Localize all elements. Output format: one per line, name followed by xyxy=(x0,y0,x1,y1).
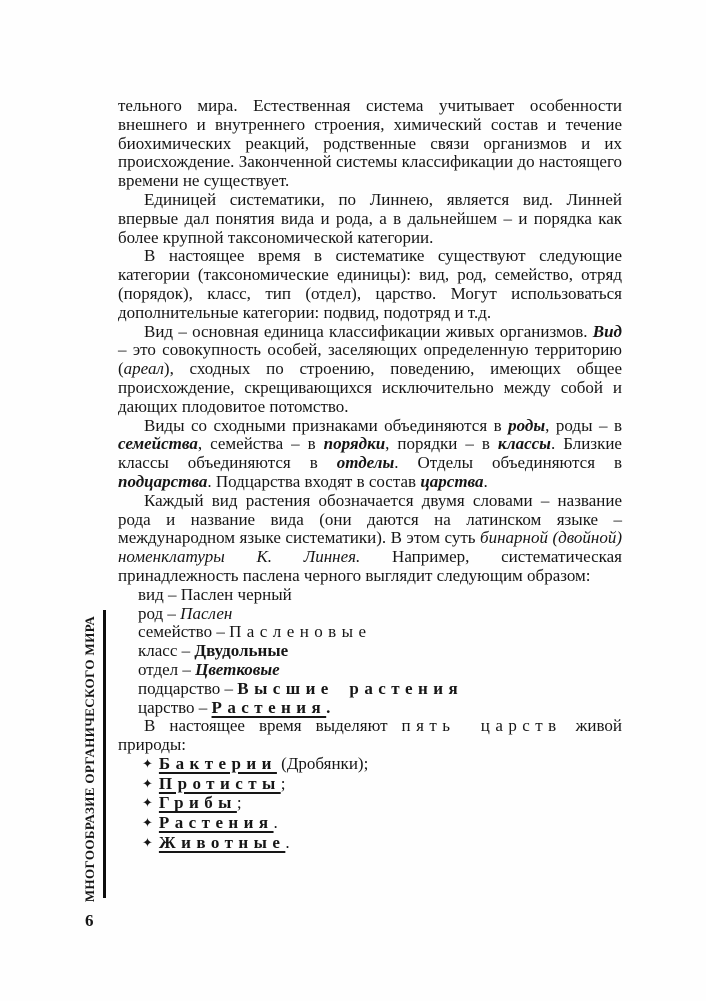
taxonomy-line xyxy=(138,680,622,699)
text-run: пять царств xyxy=(401,716,562,736)
text-run: царства xyxy=(420,471,484,491)
kingdom-list-item xyxy=(142,834,622,854)
text-run: живой природы: xyxy=(118,716,622,755)
text-run: роды xyxy=(508,415,546,435)
taxonomy-line xyxy=(138,699,622,718)
text-run: класс – xyxy=(138,641,195,661)
text-run: (Дробянки); xyxy=(276,753,369,773)
text-run: Грибы xyxy=(158,793,237,813)
text-run: род – xyxy=(138,603,181,623)
text-run: Высшие растения xyxy=(237,678,464,698)
page-number: 6 xyxy=(85,911,94,930)
page-text-column xyxy=(118,97,622,854)
text-run: Каждый вид растения обозначается двумя словами – название рода и название вида (они даются на латинском языке – международном языке систематики). В этом суть xyxy=(118,490,622,548)
text-run: Протисты xyxy=(158,773,281,793)
kingdom-list-item xyxy=(142,775,622,795)
paragraph xyxy=(118,492,622,586)
text-run: . Близкие классы объединяются в xyxy=(118,434,622,473)
text-run: . xyxy=(326,697,331,717)
paragraph xyxy=(118,247,622,322)
paragraph xyxy=(118,323,622,417)
text-run: Пасленовые xyxy=(229,622,372,642)
text-run: . xyxy=(483,471,488,491)
text-run: царство – xyxy=(138,697,212,717)
text-run: Животные xyxy=(158,833,286,853)
text-run: В настоящее время выделяют xyxy=(144,716,402,736)
text-run: ; xyxy=(280,773,286,793)
four-pointed-star-icon: ✦ xyxy=(142,835,153,851)
text-run: семейство – xyxy=(138,622,230,642)
text-run: . Отделы объединяются в xyxy=(394,453,623,473)
paragraph xyxy=(118,417,622,492)
text-run: ареал xyxy=(123,359,164,379)
four-pointed-star-icon: ✦ xyxy=(142,815,153,831)
text-run: порядки xyxy=(323,434,386,454)
text-run: Виды со сходными признаками объединяются в xyxy=(144,415,509,435)
text-run: Двудольные xyxy=(194,641,289,661)
kingdom-list-item xyxy=(142,814,622,834)
text-run: , семейства – в xyxy=(197,434,324,454)
taxonomy-line xyxy=(138,623,622,642)
text-run: В настоящее время в систематике существуют следующие категории (таксономические единицы): вид, род, семейство, отряд (порядок), класс, тип (отдел), царство. Могут использоваться дополнительные категории: подвид, подотряд и т.д. xyxy=(118,246,622,322)
text-run: . Подцарства входят в состав xyxy=(207,471,421,491)
text-run: Единицей систематики, по Линнею, является вид. Линней впервые дал понятия вида и рода, а в дальнейшем – и порядка как более крупной таксономической категории. xyxy=(118,189,622,247)
text-run: Цветковые xyxy=(195,659,280,679)
text-run: Вид xyxy=(592,321,622,341)
text-run: бинарной (двойной) номенклатуры К. Линнея. xyxy=(118,528,622,567)
chapter-sidebar-title: МНОГООБРАЗИЕ ОРГАНИЧЕСКОГО МИРА xyxy=(82,615,97,903)
text-run: классы xyxy=(497,434,551,454)
taxonomy-line xyxy=(138,661,622,680)
taxonomy-line xyxy=(138,605,622,624)
taxonomy-line xyxy=(138,642,622,661)
text-run: Растения xyxy=(158,813,274,833)
paragraph xyxy=(118,191,622,247)
text-run: , роды – в xyxy=(545,415,622,435)
text-run: – это совокупность особей, заселяющих определенную территорию ( xyxy=(118,340,622,379)
text-run: Растения xyxy=(211,697,327,717)
sidebar-vertical-rule xyxy=(103,610,106,898)
text-run: Например, систематическая принадлежность паслена черного выглядит следующим образом: xyxy=(118,547,622,585)
four-pointed-star-icon: ✦ xyxy=(142,755,153,771)
text-run: подцарство – xyxy=(138,678,238,698)
four-pointed-star-icon: ✦ xyxy=(142,795,153,811)
kingdom-list-item xyxy=(142,794,622,814)
text-run: . xyxy=(273,813,278,833)
text-run: тельного мира. Естественная система учитывает особенности внешнего и внутреннего строения, химический состав и течение биохимических реакций, родственные связи организмов и их происхождение. Законченной системы классификации до настоящего времени не существует. xyxy=(118,96,622,191)
paragraph xyxy=(118,717,622,755)
text-run: Паслен xyxy=(180,603,233,623)
text-run: , порядки – в xyxy=(385,434,498,454)
text-run: вид – Паслен черный xyxy=(138,584,292,604)
text-run: ; xyxy=(236,793,242,813)
text-run: подцарства xyxy=(118,471,208,491)
text-run: Бактерии xyxy=(158,753,277,773)
kingdom-list-item xyxy=(142,755,622,775)
text-run: ), сходных по строению, поведению, имеющих общее происхождение, скрещивающихся исключительно между собой и дающих плодовитое потомство. xyxy=(118,359,622,416)
text-run: семейства xyxy=(118,434,198,454)
four-pointed-star-icon: ✦ xyxy=(142,775,153,791)
text-run: отделы xyxy=(336,453,395,473)
paragraph xyxy=(118,97,622,191)
text-run: Вид – основная единица классификации живых организмов. xyxy=(144,321,593,341)
taxonomy-line xyxy=(138,586,622,605)
text-run: отдел – xyxy=(138,659,196,679)
text-run: . xyxy=(285,833,290,853)
